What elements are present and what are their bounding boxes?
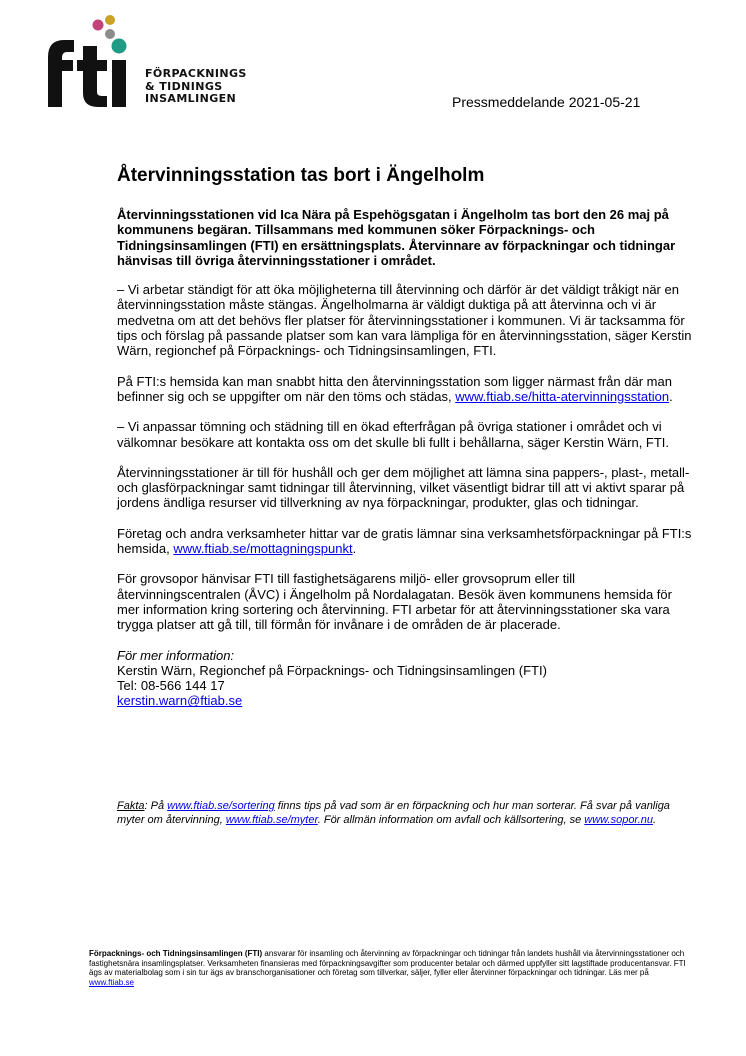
reception-point-link[interactable]: www.ftiab.se/mottagningspunkt [173, 541, 353, 557]
logo-dot-gold [105, 15, 115, 25]
paragraph-5 [117, 526, 692, 557]
logo-dot-pink [93, 20, 104, 31]
press-release-date: Pressmeddelande 2021-05-21 [452, 94, 641, 110]
fakta-label: Fakta [117, 800, 145, 812]
paragraph-6: För grovsopor hänvisar FTI till fastighetsägarens miljö- eller grovsoprum eller till återvinningscentralen (ÅVC) i Ängelholm på Nordalagatan. Besök även kommunens hemsida för mer information kring sortering och återvinning. FTI arbetar för att återvinningsstationer ska vara trygga platser att gå till, till förmån för invånare i de områden de är placerade. [117, 571, 672, 633]
fakta-text-3: . För allmän information om avfall och källsortering, se [317, 813, 585, 826]
contact-name: Kerstin Wärn, Regionchef på Förpacknings- och Tidningsinsamlingen (FTI) [117, 662, 547, 678]
paragraph-4: Återvinningsstationer är till för hushåll och ger dem möjlighet att lämna sina pappers-, plast-, metall- och glasförpackningar samt tidningar till återvinning, vilket väsentligt bidrar till att vi aktivt sparar på jordens ändliga resurser vid tillverkning av nya förpackningar, produkter, glas och tidningar. [117, 464, 690, 511]
logo-line-2: & TIDNINGS [145, 79, 223, 93]
logo-dot-gray [105, 29, 115, 39]
sopor-link[interactable]: www.sopor.nu [584, 813, 653, 826]
logo-dot-green [112, 39, 127, 54]
footer-about [89, 949, 689, 987]
station-finder-link[interactable]: www.ftiab.se/hitta-atervinningsstation [455, 388, 670, 404]
contact-block [117, 648, 692, 709]
contact-phone: Tel: 08-566 144 17 [117, 678, 225, 694]
sortering-link[interactable]: www.ftiab.se/sortering [167, 800, 275, 812]
paragraph-2-text: På FTI:s hemsida kan man snabbt hitta den återvinningsstation som ligger närmast från där man befinner sig och se uppgifter om när den töms och städas, [117, 373, 672, 404]
myter-link[interactable]: www.ftiab.se/myter [225, 813, 318, 826]
article-body [117, 165, 692, 709]
footer-org-name: Förpacknings- och Tidningsinsamlingen (FTI) [89, 949, 263, 958]
paragraph-3: – Vi anpassar tömning och städning till en ökad efterfrågan på övriga stationer i området och vi välkomnar besökare att kontakta oss om det skulle bli fullt i behållarna, säger Kerstin Wärn, FTI. [117, 419, 670, 450]
article-title: Återvinningsstation tas bort i Ängelholm [117, 165, 485, 186]
paragraph-2 [117, 374, 692, 405]
logo-line-1: FÖRPACKNINGS [145, 67, 247, 80]
contact-email-link[interactable]: kerstin.warn@ftiab.se [117, 693, 243, 709]
paragraph-5-end: . [352, 541, 357, 557]
fakta-text-1: : På [144, 800, 168, 812]
fti-logo [40, 14, 270, 114]
footer-text: ansvarar för insamling och återvinning av förpackningar och tidningar från landets hushåll via återvinningsstationer och fastighetsnära insamlingsplatser. Verksamheten finansieras med förpackningsavgifter som producenter betalar och därmed uppfyller sitt lagstiftade producentansvar. FTI ägs av materialbolag som i sin tur ägs av branschorganisationer och företag som tillverkar, säljer, fyller eller återvinner förpackningar och tidningar. Läs mer på [89, 949, 686, 978]
fakta-block [117, 800, 692, 827]
article-lead: Återvinningsstationen vid Ica Nära på Espehögsgatan i Ängelholm tas bort den 26 maj på kommunens begäran. Tillsammans med kommunen söker Förpacknings- och Tidningsinsamlingen (FTI) en ersättningsplats. Återvinnare av förpackningar och tidningar hänvisas till övriga återvinningsstationer i området. [117, 207, 676, 268]
contact-heading: För mer information: [117, 647, 235, 663]
paragraph-2-end: . [669, 388, 673, 404]
paragraph-5-text: Företag och andra verksamheter hittar var de gratis lämnar sina verksamhetsförpackningar på FTI:s hemsida, [117, 525, 692, 557]
fakta-text-2: finns tips på vad som är en förpackning och hur man sorterar. Få svar på vanliga myter om återvinning, [117, 800, 670, 826]
paragraph-1: – Vi arbetar ständigt för att öka möjligheterna till återvinning och därför är det väldigt tråkigt när en återvinningsstation måste stängas. Ängelholmarna är väldigt duktiga på att återvinna och vi är medvetna om att det behövs fler platser för återvinningsstationer i kommunen. Vi är tacksamma för tips och förslag på passande platser som kan vara lämpliga för en återvinningsstation, säger Kerstin Wärn, regionchef på Förpacknings- och Tidningsinsamlingen, FTI. [117, 282, 692, 359]
logo-text [145, 68, 247, 106]
fakta-text-4: . [652, 813, 657, 826]
fti-logo-mark [40, 14, 150, 114]
footer-link[interactable]: www.ftiab.se [89, 977, 134, 987]
logo-line-3: INSAMLINGEN [145, 92, 237, 105]
